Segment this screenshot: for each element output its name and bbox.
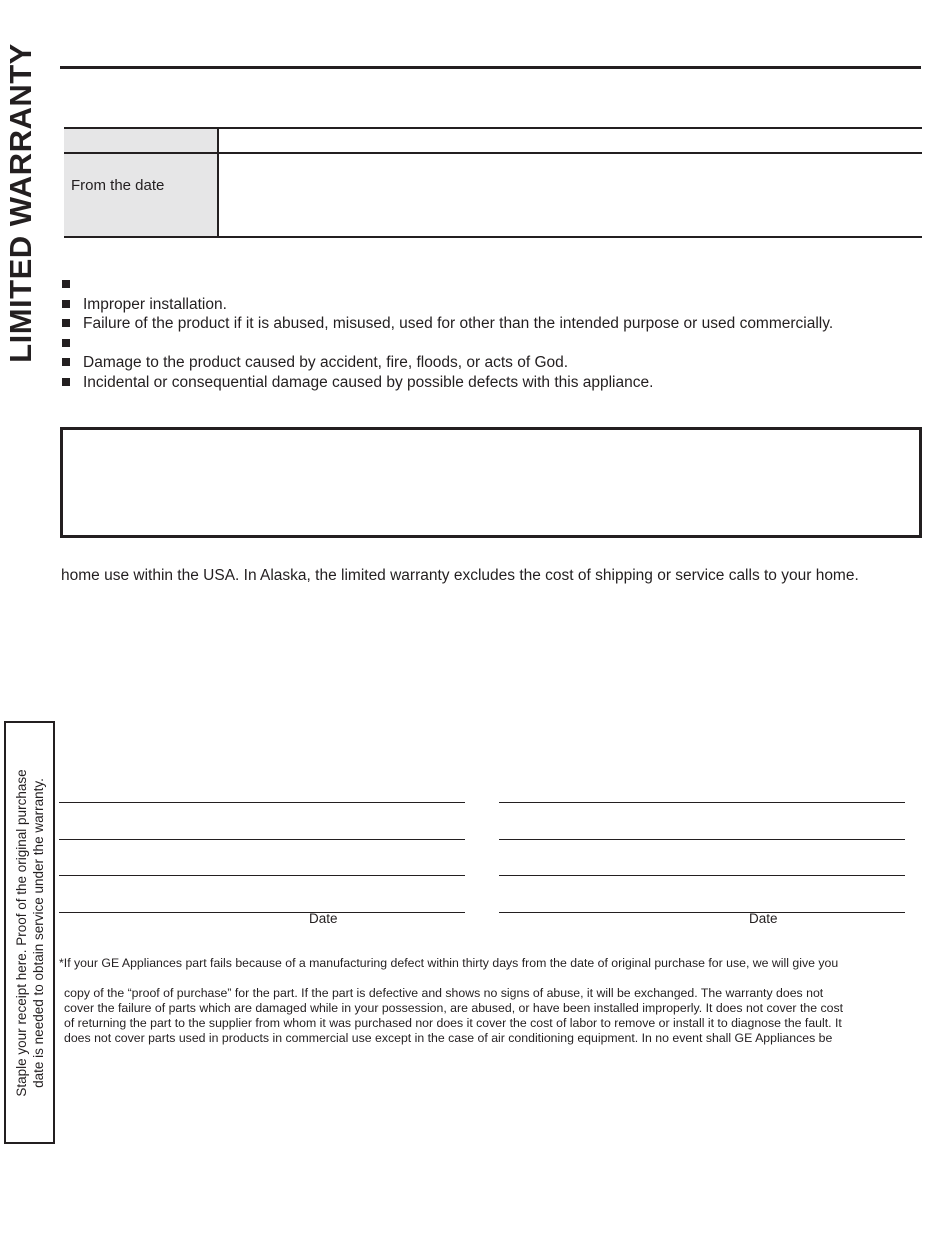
sidebar-title bbox=[0, 28, 42, 378]
signature-line[interactable] bbox=[499, 839, 905, 840]
bullet-square-icon bbox=[62, 280, 70, 288]
list-item bbox=[60, 275, 833, 295]
date-line[interactable] bbox=[59, 912, 465, 913]
sidebar-title-text: LIMITED WARRANTY bbox=[3, 43, 38, 363]
receipt-staple-area bbox=[4, 721, 55, 1144]
signature-line[interactable] bbox=[59, 839, 465, 840]
bullet-square-icon bbox=[62, 319, 70, 327]
signature-line[interactable] bbox=[499, 875, 905, 876]
alaska-notice: home use within the USA. In Alaska, the limited warranty excludes the cost of shipping or service calls to your home. bbox=[61, 567, 859, 584]
list-item: Incidental or consequential damage caused by possible defects with this appliance. bbox=[60, 373, 833, 393]
fine-print-line: cover the failure of parts which are damaged while in your possession, are abused, or have been installed improperly. It does not cover the cost bbox=[64, 1001, 844, 1015]
list-item: Damage to the product caused by accident, fire, floods, or acts of God. bbox=[60, 353, 833, 373]
table-top-border bbox=[64, 127, 922, 129]
list-item bbox=[60, 334, 833, 354]
bullet-square-icon bbox=[62, 339, 70, 347]
fine-print-line: *If your GE Appliances part fails because of a manufacturing defect within thirty days from the date of original purchase for use, we will give you bbox=[59, 956, 839, 970]
date-line[interactable] bbox=[499, 912, 905, 913]
signature-line[interactable] bbox=[59, 802, 465, 803]
receipt-note: Staple your receipt here. Proof of the original purchase date is needed to obtain service under the warranty. bbox=[13, 768, 46, 1097]
signature-line[interactable] bbox=[499, 802, 905, 803]
right-date-label: Date bbox=[749, 911, 778, 926]
left-date-label: Date bbox=[309, 911, 338, 926]
exclusions-list bbox=[60, 275, 833, 393]
table-bottom-border bbox=[64, 236, 922, 238]
fine-print-line: does not cover parts used in products in commercial use except in the case of air conditioning equipment. In no event shall GE Appliances be bbox=[64, 1031, 833, 1045]
list-item: Failure of the product if it is abused, misused, used for other than the intended purpose or used commercially. bbox=[60, 314, 833, 334]
table-column-divider bbox=[217, 127, 219, 238]
fine-print-line: copy of the “proof of purchase” for the part. If the part is defective and shows no signs of abuse, it will be exchanged. The warranty does not bbox=[64, 986, 824, 1000]
bullet-square-icon bbox=[62, 300, 70, 308]
fine-print-line: of returning the part to the supplier from whom it was purchased nor does it cover the cost of labor to remove or install it to diagnose the fault. It bbox=[64, 1016, 842, 1030]
warranty-table bbox=[64, 127, 922, 239]
signature-line[interactable] bbox=[59, 875, 465, 876]
top-rule bbox=[60, 66, 921, 69]
warranty-period-text: From the date bbox=[71, 177, 165, 194]
list-item: Improper installation. bbox=[60, 295, 833, 315]
bullet-square-icon bbox=[62, 378, 70, 386]
notice-box bbox=[60, 427, 922, 538]
table-header-border bbox=[64, 152, 922, 154]
bullet-square-icon bbox=[62, 358, 70, 366]
